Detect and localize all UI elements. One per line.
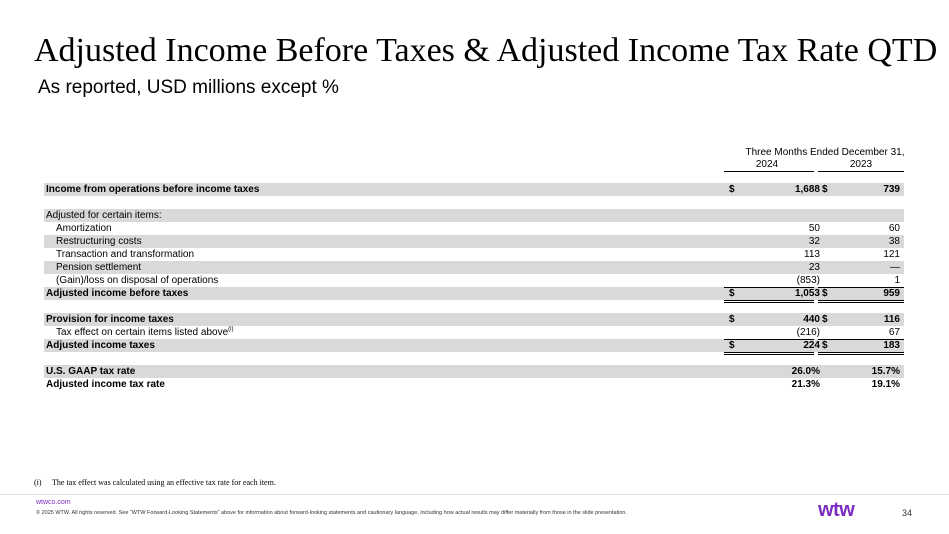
- footer-copyright: © 2025 WTW. All rights reserved. See “WTW Forward-Looking Statements” above for information about forward-looking statements and cautionary language, including how actual results may differ materially from those in the slide presentation.: [36, 510, 627, 516]
- table-row-spacer: [44, 196, 904, 209]
- currency-symbol: $: [729, 184, 735, 195]
- table-row: [44, 235, 904, 248]
- currency-symbol: $: [729, 340, 735, 351]
- footnote-reference: (i): [228, 326, 234, 333]
- currency-symbol: $: [729, 314, 735, 325]
- table-row: [44, 248, 904, 261]
- value-2023: 116: [883, 314, 900, 325]
- footnote-mark: (i): [34, 478, 42, 487]
- value-2024: 32: [808, 236, 820, 247]
- table-row: [44, 222, 904, 235]
- row-label: Adjusted income before taxes: [46, 288, 189, 299]
- row-label: Adjusted income tax rate: [46, 379, 165, 390]
- table-row-spacer: [44, 352, 904, 365]
- value-2023: 19.1%: [871, 379, 900, 390]
- column-header-2024: 2024: [755, 159, 779, 170]
- value-2024: 1,053: [794, 288, 820, 299]
- row-label: U.S. GAAP tax rate: [46, 366, 136, 377]
- table-row: [44, 378, 904, 391]
- row-label: Provision for income taxes: [46, 314, 174, 325]
- wtw-logo: [818, 500, 872, 520]
- value-2023: 959: [883, 288, 900, 299]
- row-label: Pension settlement: [56, 262, 142, 273]
- row-label-text: Tax effect on certain items listed above: [56, 327, 229, 338]
- value-2023: 121: [883, 249, 900, 260]
- value-2023: 15.7%: [871, 366, 900, 377]
- column-group-header: Three Months Ended December 31,: [745, 147, 905, 158]
- value-2023: 38: [888, 236, 900, 247]
- currency-symbol: $: [822, 340, 828, 351]
- table-row: [44, 339, 904, 352]
- page-subtitle: As reported, USD millions except %: [38, 77, 339, 98]
- row-label: Adjusted for certain items:: [46, 210, 162, 221]
- row-label: Adjusted income taxes: [46, 340, 155, 351]
- financial-table: [44, 183, 904, 391]
- value-2023: 1: [894, 275, 900, 286]
- table-row-spacer: [44, 300, 904, 313]
- table-row: [44, 313, 904, 326]
- currency-symbol: $: [822, 184, 828, 195]
- value-2024: 26.0%: [791, 366, 820, 377]
- value-2023: 67: [888, 327, 900, 338]
- value-2024: 21.3%: [791, 379, 820, 390]
- value-2024: 50: [808, 223, 820, 234]
- table-row: [44, 287, 904, 300]
- table-row: [44, 326, 904, 339]
- footer-divider: [0, 494, 949, 495]
- currency-symbol: $: [822, 288, 828, 299]
- value-2023: —: [890, 262, 900, 273]
- table-row: [44, 365, 904, 378]
- page-number: 34: [902, 508, 913, 518]
- value-2024: 440: [803, 314, 820, 325]
- header-underline-2023: [818, 171, 904, 172]
- row-label: Amortization: [56, 223, 112, 234]
- value-2023: 739: [883, 184, 900, 195]
- value-2023: 60: [888, 223, 900, 234]
- value-2024: 23: [808, 262, 820, 273]
- table-row: [44, 274, 904, 287]
- table-row: [44, 261, 904, 274]
- value-2024: 224: [803, 340, 820, 351]
- value-2024: (853): [796, 275, 820, 286]
- row-label: Restructuring costs: [56, 236, 142, 247]
- currency-symbol: $: [822, 314, 828, 325]
- row-label: (Gain)/loss on disposal of operations: [56, 275, 219, 286]
- row-label: Income from operations before income taxes: [46, 184, 260, 195]
- value-2023: 183: [883, 340, 900, 351]
- subtotal-rule: [724, 339, 814, 340]
- page-title: Adjusted Income Before Taxes & Adjusted Income Tax Rate QTD: [34, 32, 938, 69]
- column-header-2023: 2023: [849, 159, 873, 170]
- table-row: [44, 183, 904, 196]
- value-2024: (216): [796, 327, 820, 338]
- header-underline-2024: [724, 171, 814, 172]
- value-2024: 1,688: [794, 184, 820, 195]
- table-row: [44, 209, 904, 222]
- row-label: [56, 326, 233, 339]
- footnote: [34, 478, 276, 487]
- currency-symbol: $: [729, 288, 735, 299]
- value-2024: 113: [804, 249, 820, 260]
- footnote-text: The tax effect was calculated using an effective tax rate for each item.: [52, 478, 276, 487]
- row-label: Transaction and transformation: [56, 249, 195, 260]
- footer-url[interactable]: wtwco.com: [36, 499, 71, 506]
- logo-text: wtw: [818, 500, 855, 520]
